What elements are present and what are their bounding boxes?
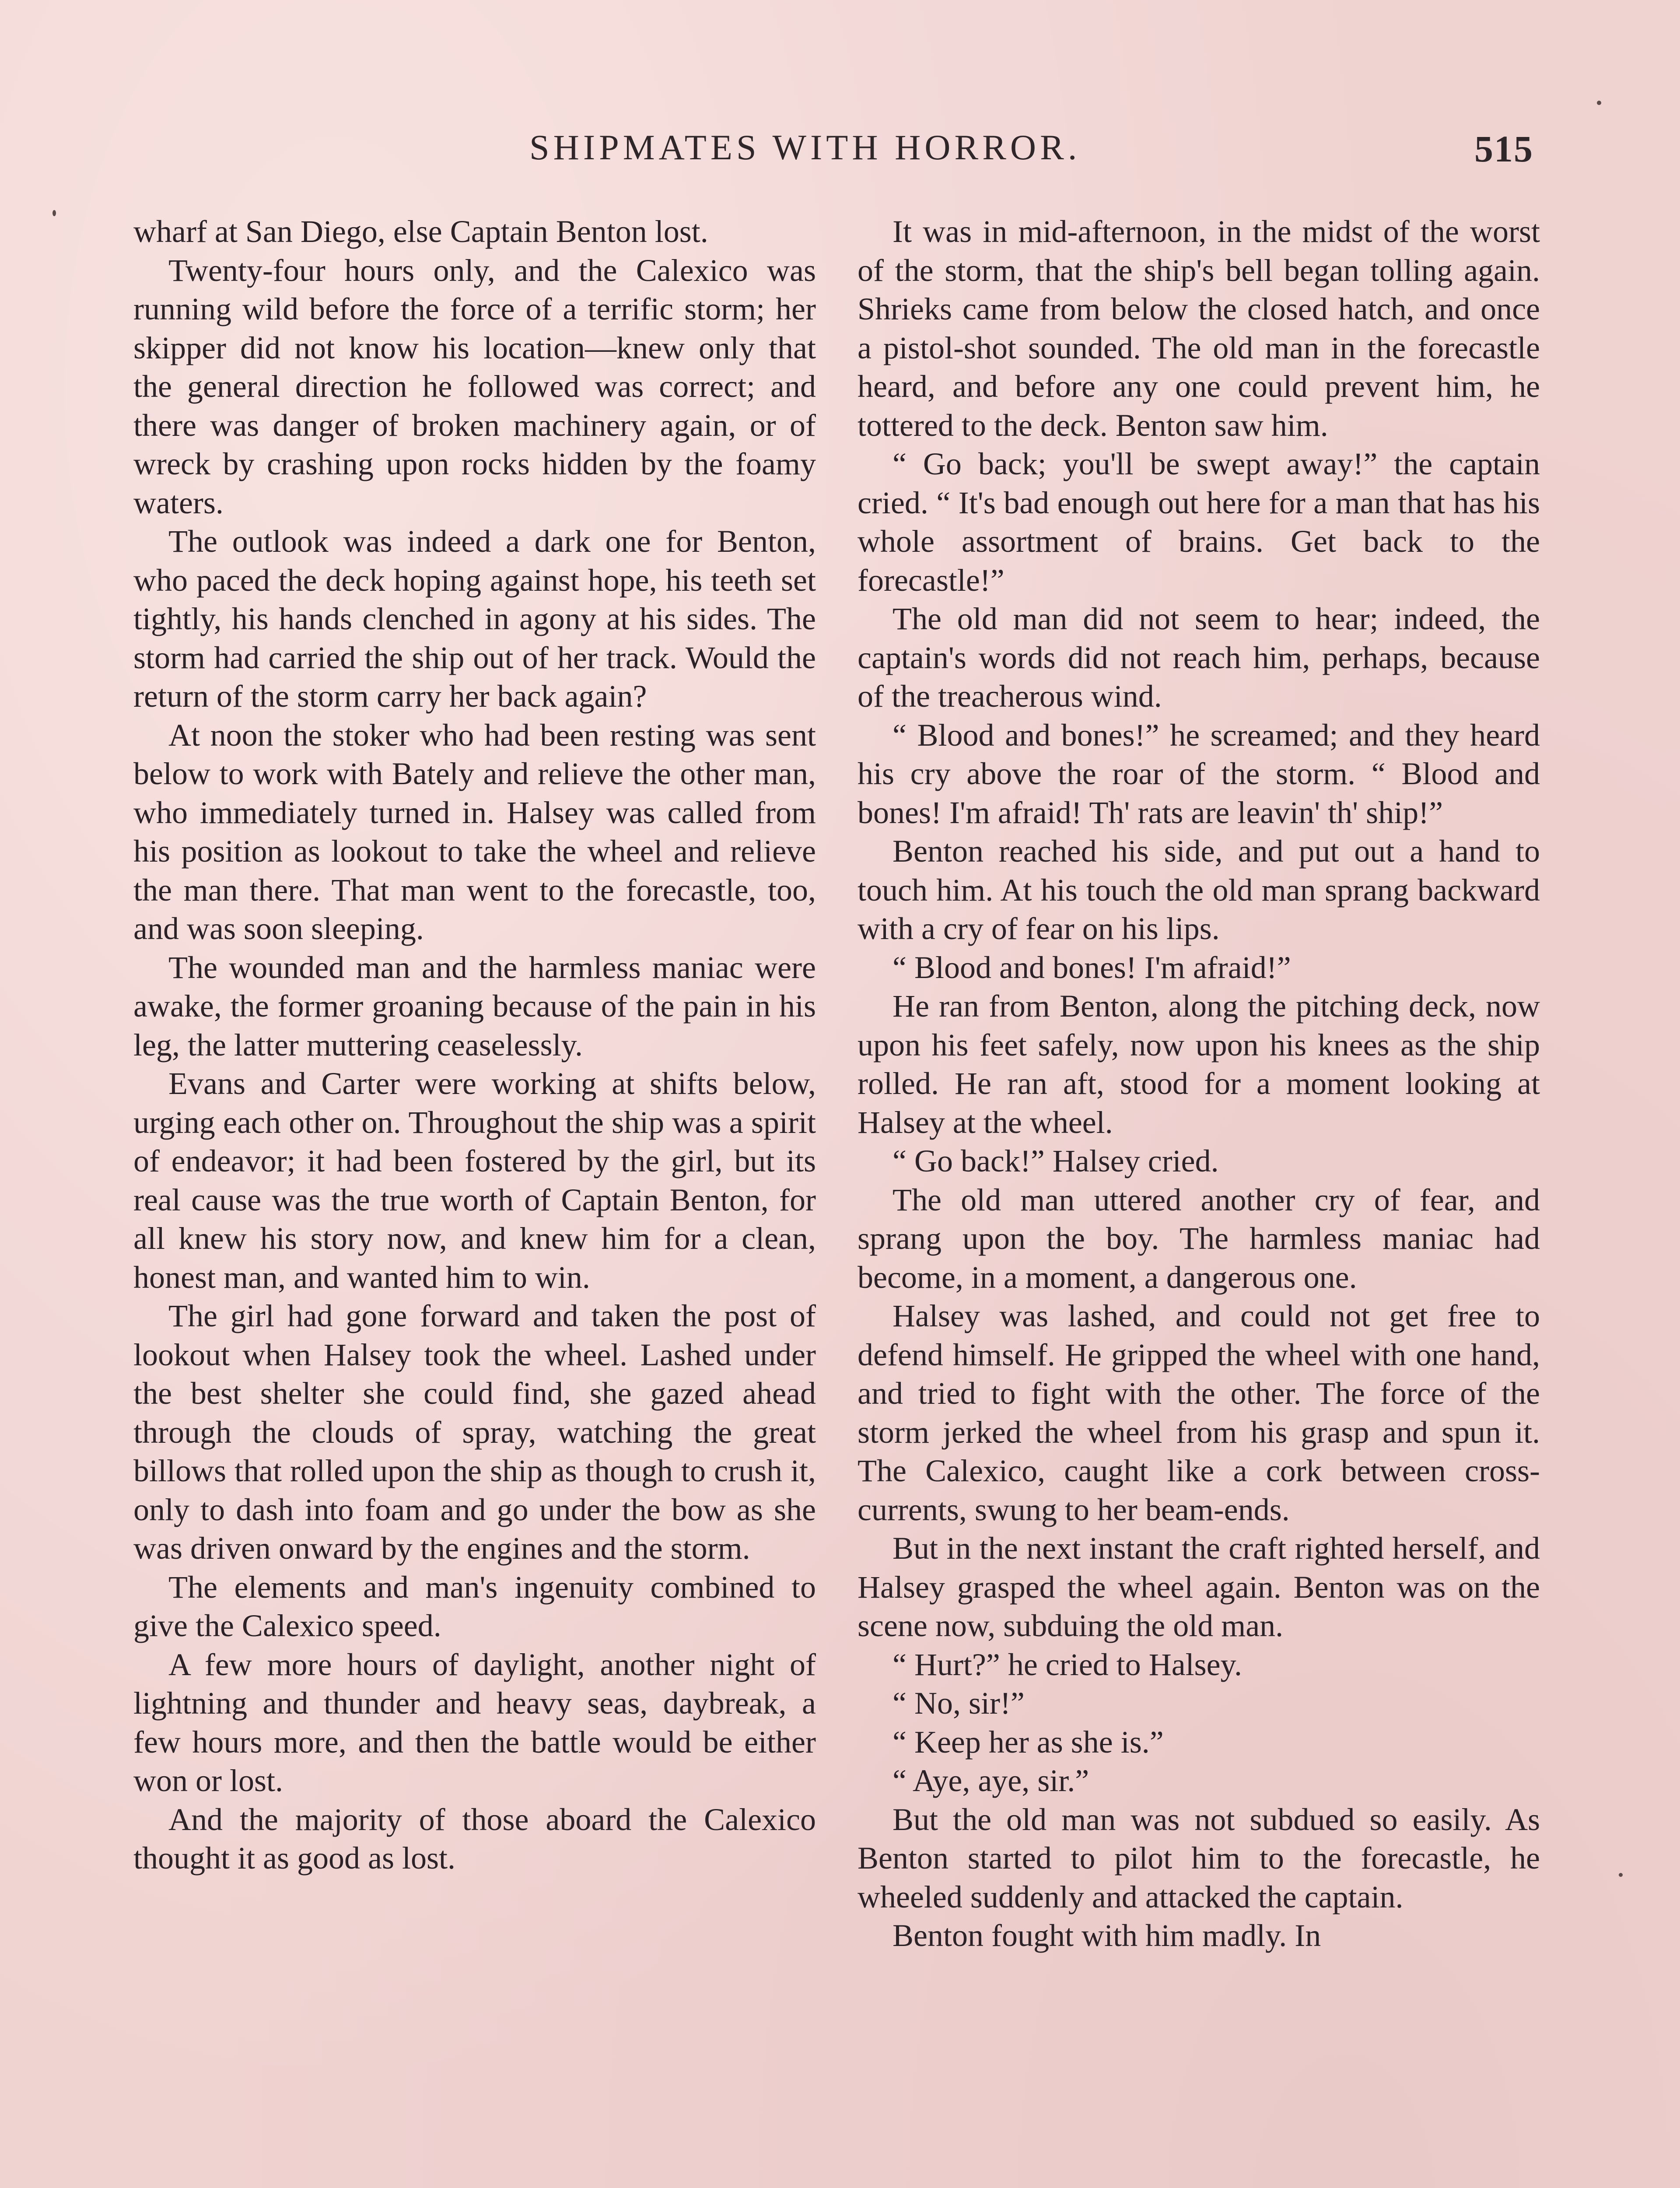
right-column (858, 212, 1540, 1955)
paragraph: The old man did not seem to hear; indeed, the captain's words did not reach him, perhaps, because of the treacherous wind. (858, 601, 1540, 714)
paper-speck (1597, 101, 1601, 105)
paragraph: “ Go back!” Halsey cried. (892, 1143, 1219, 1178)
paragraph: And the majority of those aboard the Calexico thought it as good as lost. (133, 1802, 816, 1876)
paragraph: “ Keep her as she is.” (892, 1724, 1164, 1760)
paragraph: But the old man was not subdued so easily. As Benton started to pilot him to the forecastle, he wheeled suddenly and attacked the captain. (858, 1802, 1540, 1914)
paragraph: Benton fought with him madly. In (892, 1918, 1321, 1953)
paragraph: “ Aye, aye, sir.” (892, 1763, 1089, 1798)
paragraph: It was in mid-afternoon, in the midst of the worst of the storm, that the ship's bell began tolling again. Shrieks came from below the closed hatch, and once a pistol-shot sounded. The old man in the forecastle heard, and before any one could prevent him, he tottered to the deck. Benton saw him. (858, 214, 1540, 443)
paper-speck (52, 210, 56, 216)
running-title: SHIPMATES WITH HORROR. (529, 127, 1081, 167)
page-number: 515 (1474, 128, 1533, 170)
paragraph: The old man uttered another cry of fear, and sprang upon the boy. The harmless maniac had become, in a moment, a dangerous one. (858, 1182, 1540, 1295)
paragraph: The wounded man and the harmless maniac were awake, the former groaning because of the pain in his leg, the latter muttering ceaselessly. (133, 950, 816, 1062)
paragraph: The girl had gone forward and taken the post of lookout when Halsey took the wheel. Lashed under the best shelter she could find, she gazed ahead through the clouds of spray, watching the great billows that rolled upon the ship as though to crush it, only to dash into foam and go under the bow as she was driven onward by the engines and the storm. (133, 1298, 816, 1566)
paragraph: Halsey was lashed, and could not get free to defend himself. He gripped the wheel with one hand, and tried to fight with the other. The force of the storm jerked the wheel from his grasp and spun it. The Calexico, caught like a cork between cross-currents, swung to her beam-ends. (858, 1298, 1540, 1527)
paragraph: Evans and Carter were working at shifts below, urging each other on. Throughout the ship was a spirit of endeavor; it had been fostered by the girl, but its real cause was the true worth of Captain Benton, for all knew his story now, and knew him for a clean, honest man, and wanted him to win. (133, 1066, 816, 1295)
paragraph: “ Hurt?” he cried to Halsey. (892, 1647, 1242, 1682)
paragraph: “ Blood and bones!” he screamed; and they heard his cry above the roar of the storm. “ Blood and bones! I'm afraid! Th' rats are leavin' th' ship!” (858, 717, 1540, 830)
paragraph: “ Go back; you'll be swept away!” the captain cried. “ It's bad enough out here for a man that has his whole assortment of brains. Get back to the forecastle!” (858, 446, 1540, 598)
paragraph: At noon the stoker who had been resting was sent below to work with Bately and relieve the other man, who immediately turned in. Halsey was called from his position as lookout to take the wheel and relieve the man there. That man went to the forecastle, too, and was soon sleeping. (133, 717, 816, 946)
paragraph: The elements and man's ingenuity combined to give the Calexico speed. (133, 1569, 816, 1643)
paragraph: But in the next instant the craft righted herself, and Halsey grasped the wheel again. Benton was on the scene now, subduing the old man. (858, 1531, 1540, 1643)
paragraph: “ No, sir!” (892, 1686, 1025, 1721)
paragraph: Twenty-four hours only, and the Calexico was running wild before the force of a terrific storm; her skipper did not know his location—knew only that the general direction he followed was correct; and there was danger of broken machinery again, or of wreck by crashing upon rocks hidden by the foamy waters. (133, 252, 816, 520)
paragraph: wharf at San Diego, else Captain Benton lost. (133, 214, 708, 249)
paragraph: “ Blood and bones! I'm afraid!” (892, 950, 1291, 985)
left-column (133, 212, 816, 1878)
paragraph: Benton reached his side, and put out a hand to touch him. At his touch the old man sprang backward with a cry of fear on his lips. (858, 834, 1540, 946)
paragraph: A few more hours of daylight, another night of lightning and thunder and heavy seas, daybreak, a few hours more, and then the battle would be either won or lost. (133, 1647, 816, 1798)
paragraph: He ran from Benton, along the pitching deck, now upon his feet safely, now upon his knees as the ship rolled. He ran aft, stood for a moment looking at Halsey at the wheel. (858, 989, 1540, 1140)
paragraph: The outlook was indeed a dark one for Benton, who paced the deck hoping against hope, his teeth set tightly, his hands clenched in agony at his sides. The storm had carried the ship out of her track. Would the return of the storm carry her back again? (133, 524, 816, 714)
paper-speck (1619, 1873, 1623, 1877)
